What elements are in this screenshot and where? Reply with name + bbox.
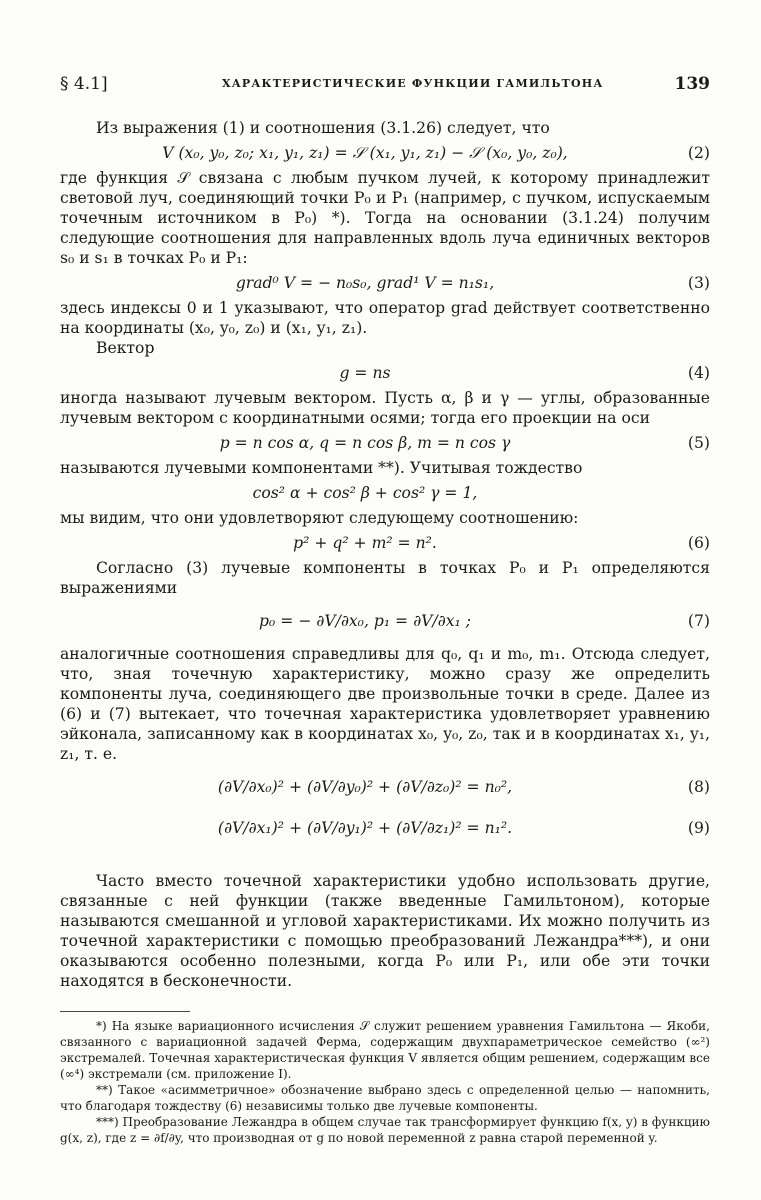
footnote-1: *) На языке вариационного исчисления 𝒮 служит решением уравнения Гамильтона — Якоби, связанного с вариационной задачей Ферма, содержащим двухпараметрическое семейство (∞²) экстремалей. Точечная характеристическая функция V является общим решением, содержащим все (∞⁴) экстремали (см. приложение I). bbox=[60, 1019, 710, 1081]
equation-2 bbox=[60, 143, 710, 163]
equation-identity bbox=[60, 483, 710, 503]
footnote-2: **) Такое «асимметричное» обозначение выбрано здесь с определенной целью — напомнить, что благодаря тождеству (6) независимы только две лучевые компоненты. bbox=[60, 1083, 710, 1113]
equation-5-expr: p = n cos α, q = n cos β, m = n cos γ bbox=[219, 434, 511, 452]
equation-9-expr: (∂V/∂x₁)² + (∂V/∂y₁)² + (∂V/∂z₁)² = n₁². bbox=[217, 819, 513, 837]
page-number: 139 bbox=[674, 74, 710, 94]
equation-7 bbox=[60, 603, 710, 639]
paragraph-4: Вектор bbox=[96, 339, 155, 357]
equation-6-number: (6) bbox=[687, 534, 710, 552]
equation-8-number: (8) bbox=[687, 778, 710, 796]
paragraph-6: называются лучевыми компонентами **). Учитывая тождество bbox=[60, 459, 583, 477]
paragraph-5: иногда называют лучевым вектором. Пусть α, β и γ — углы, образованные лучевым вектором с координатными осями; тогда его проекции на оси bbox=[60, 389, 710, 427]
equation-7-expr: p₀ = − ∂V/∂x₀, p₁ = ∂V/∂x₁ ; bbox=[259, 612, 471, 630]
paragraph-1: Из выражения (1) и соотношения (3.1.26) следует, что bbox=[96, 119, 550, 137]
equation-8 bbox=[60, 769, 710, 805]
equation-4-expr: g = ns bbox=[339, 364, 391, 382]
paragraph-10: Часто вместо точечной характеристики удобно использовать другие, связанные с ней функции (также введенные Гамильтоном), которые называются смешанной и угловой характеристиками. Их можно получить из точечной характеристики с помощью преобразований Лежандра***), и они оказываются особенно полезными, когда P₀ или P₁, или обе эти точки находятся в бесконечности. bbox=[60, 872, 710, 990]
page-header bbox=[60, 74, 710, 98]
equation-5-number: (5) bbox=[687, 434, 710, 452]
equation-5 bbox=[60, 433, 710, 453]
page-body bbox=[60, 118, 710, 1146]
equation-9 bbox=[60, 810, 710, 846]
equation-9-number: (9) bbox=[687, 819, 710, 837]
equation-6-expr: p² + q² + m² = n². bbox=[293, 534, 437, 552]
equation-4-number: (4) bbox=[687, 364, 710, 382]
equation-3-number: (3) bbox=[687, 274, 710, 292]
footnotes bbox=[60, 1018, 710, 1146]
equation-3-expr: grad⁰ V = − n₀s₀, grad¹ V = n₁s₁, bbox=[235, 274, 495, 292]
footnote-divider bbox=[60, 1011, 190, 1012]
equation-2-expr: V (x₀, y₀, z₀; x₁, y₁, z₁) = 𝒮 (x₁, y₁, z₁) − 𝒮 (x₀, y₀, z₀), bbox=[162, 144, 568, 162]
spacer bbox=[60, 851, 710, 871]
paragraph-3: здесь индексы 0 и 1 указывают, что оператор grad действует соответственно на координаты (x₀, y₀, z₀) и (x₁, y₁, z₁). bbox=[60, 299, 710, 337]
equation-3 bbox=[60, 273, 710, 293]
paragraph-9: аналогичные соотношения справедливы для q₀, q₁ и m₀, m₁. Отсюда следует, что, зная точечную характеристику, можно сразу же определить компоненты луча, соединяющего две произвольные точки в среде. Далее из (6) и (7) вытекает, что точечная характеристика удовлетворяет уравнению эйконала, записанному как в координатах x₀, y₀, z₀, так и в координатах x₁, y₁, z₁, т. е. bbox=[60, 645, 710, 763]
equation-7-number: (7) bbox=[687, 612, 710, 630]
paragraph-2: где функция 𝒮 связана с любым пучком лучей, к которому принадлежит световой луч, соединяющий точки P₀ и P₁ (например, с пучком, испускаемым точечным источником в P₀) *). Тогда на основании (3.1.24) получим следующие соотношения для направленных вдоль луча единичных векторов s₀ и s₁ в точках P₀ и P₁: bbox=[60, 169, 710, 267]
equation-4 bbox=[60, 363, 710, 383]
running-title: ХАРАКТЕРИСТИЧЕСКИЕ ФУНКЦИИ ГАМИЛЬТОНА bbox=[222, 77, 604, 90]
equation-6 bbox=[60, 533, 710, 553]
paragraph-7: мы видим, что они удовлетворяют следующему соотношению: bbox=[60, 509, 579, 527]
equation-identity-expr: cos² α + cos² β + cos² γ = 1, bbox=[252, 484, 478, 502]
footnote-3: ***) Преобразование Лежандра в общем случае так трансформирует функцию f(x, y) в функцию g(x, z), где z = ∂f/∂y, что производная от g по новой переменной z равна старой переменной y. bbox=[60, 1115, 710, 1145]
equation-8-expr: (∂V/∂x₀)² + (∂V/∂y₀)² + (∂V/∂z₀)² = n₀², bbox=[217, 778, 513, 796]
section-number: § 4.1] bbox=[60, 74, 108, 94]
equation-2-number: (2) bbox=[687, 144, 710, 162]
paragraph-8: Согласно (3) лучевые компоненты в точках P₀ и P₁ определяются выражениями bbox=[60, 559, 710, 597]
